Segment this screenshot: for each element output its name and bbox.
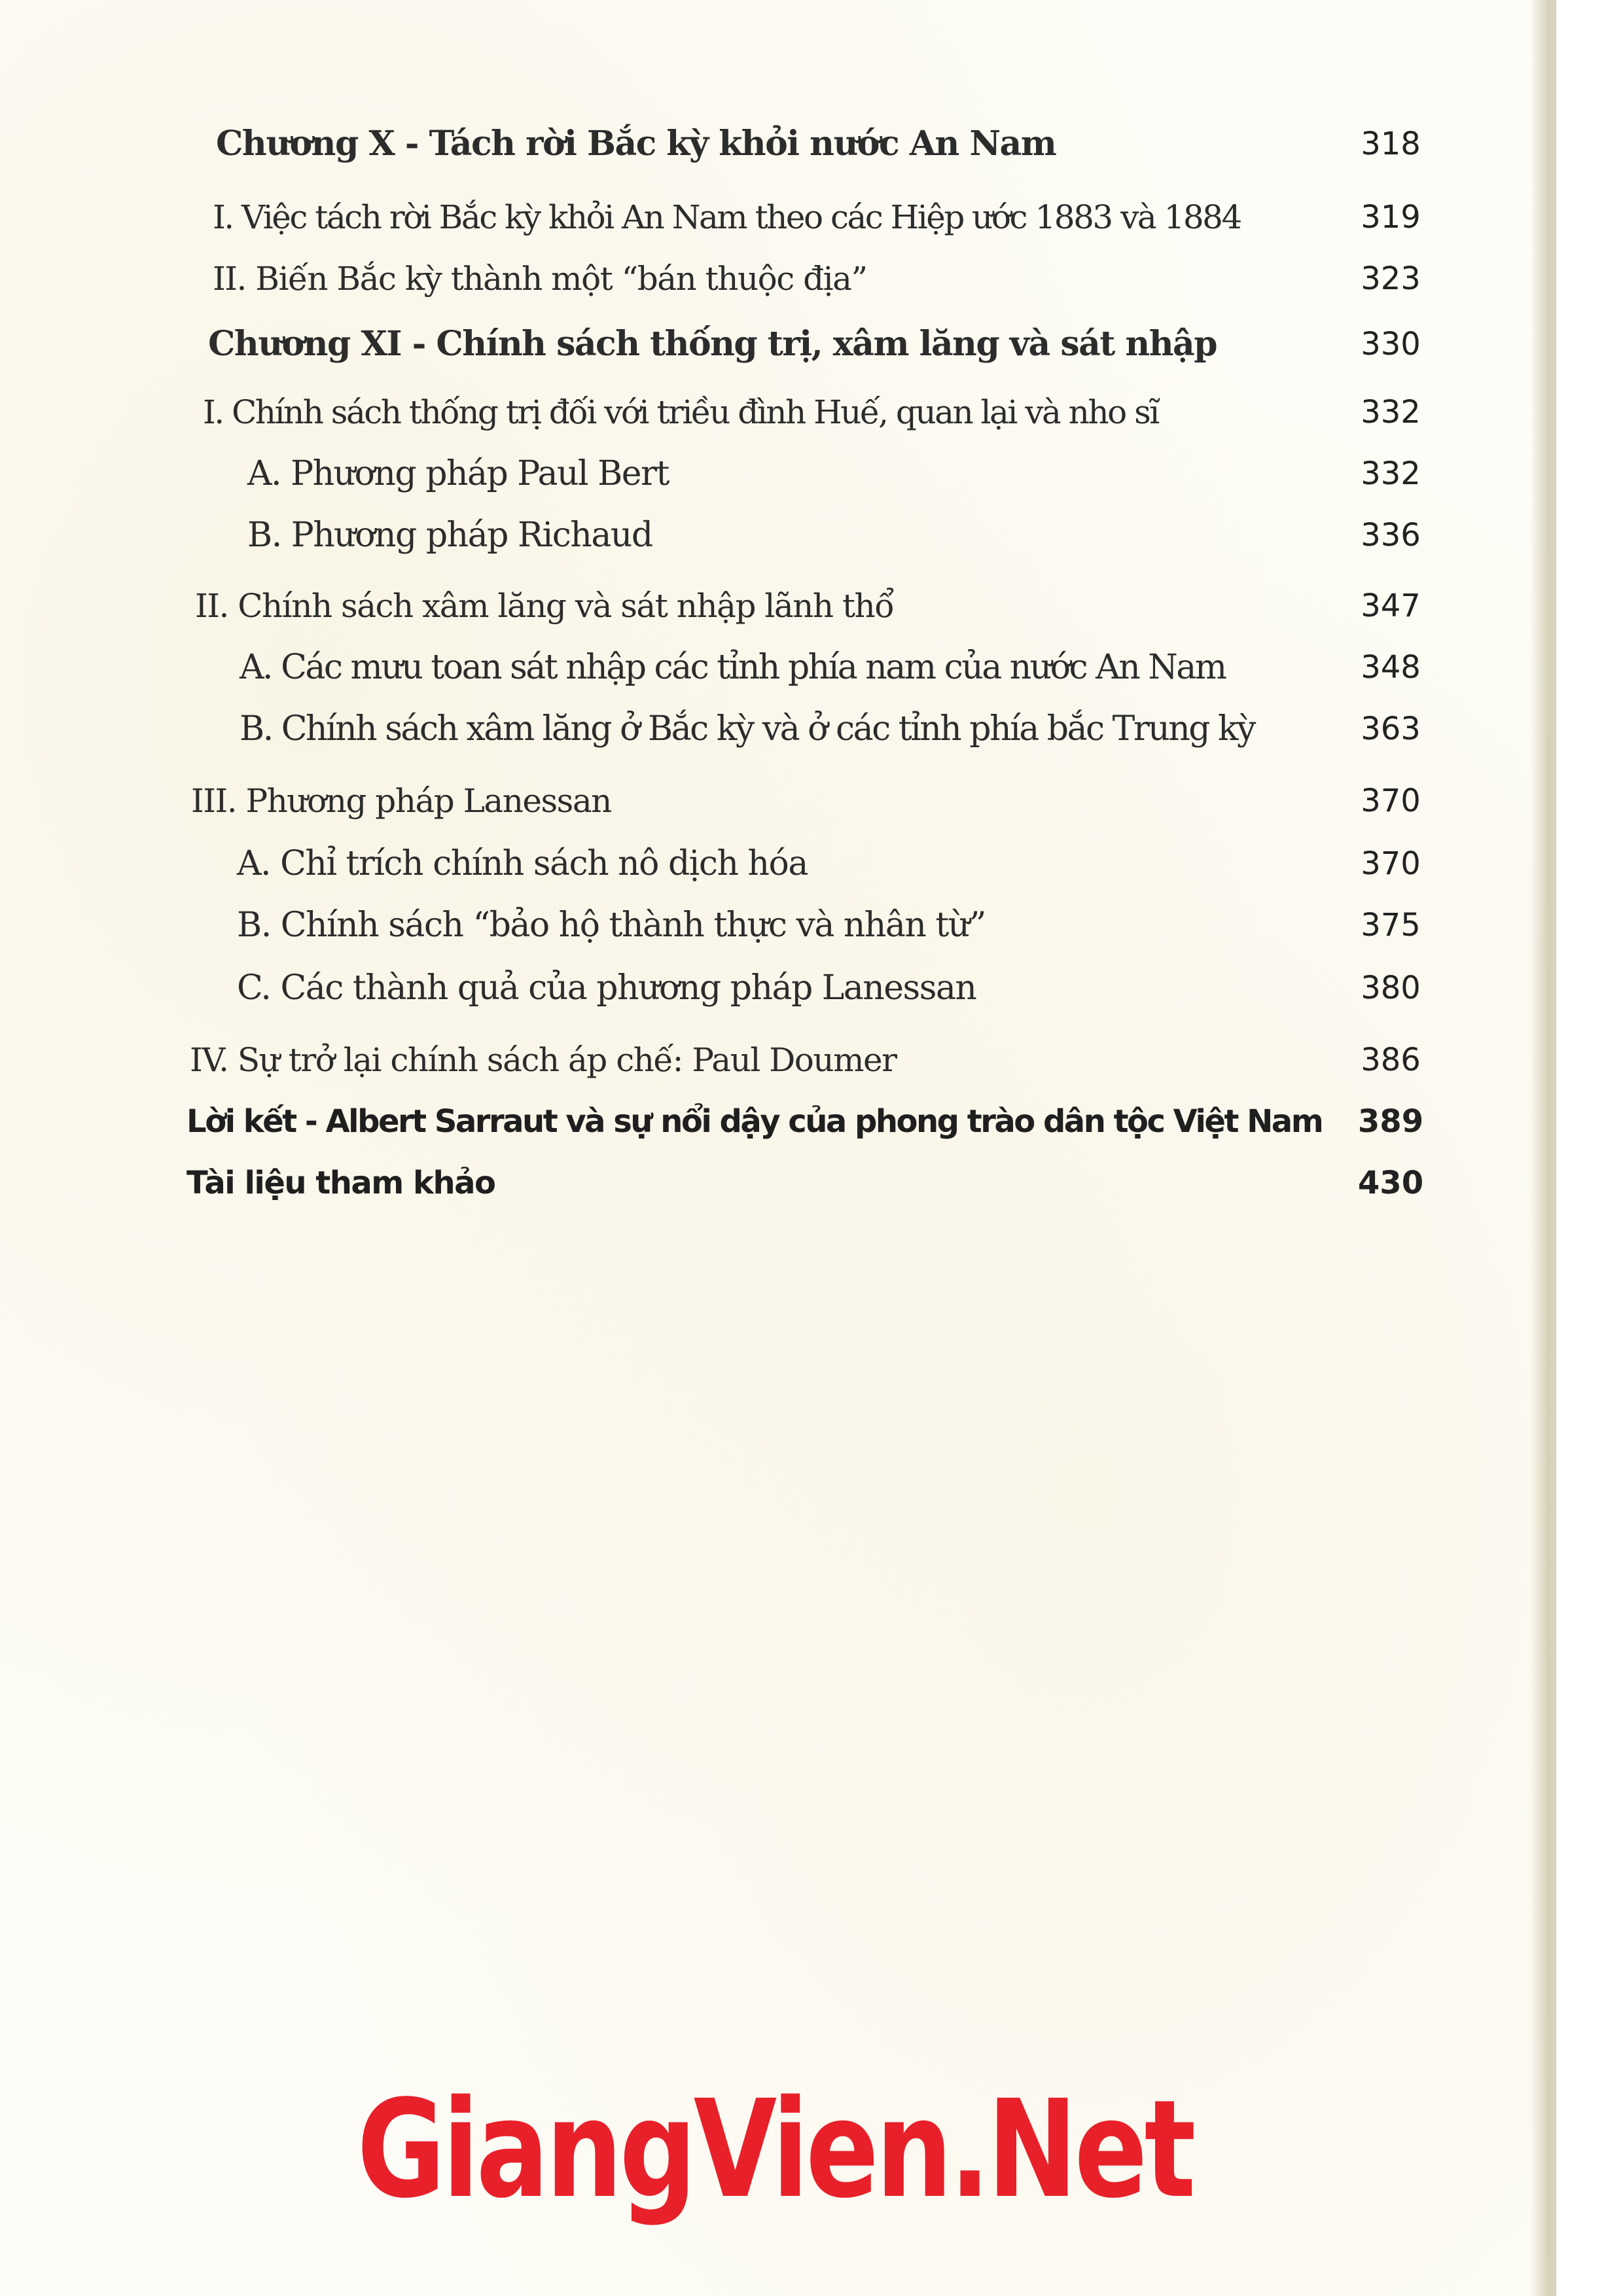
toc-entry-section xyxy=(0,386,1550,438)
toc-entry-references xyxy=(0,1157,1550,1209)
toc-entry-title: Lời kết - Albert Sarraut và sự nổi dậy của phong trào dân tộc Việt Nam xyxy=(187,1103,1323,1140)
toc-entry-title: Chương XI - Chính sách thống trị, xâm lăng và sát nhập xyxy=(208,324,1217,364)
toc-entry-epilogue xyxy=(0,1095,1550,1148)
toc-entry-page: 375 xyxy=(1361,907,1421,944)
toc-entry-section xyxy=(0,191,1550,243)
toc-entry-subsection xyxy=(0,899,1550,951)
toc-entry-title: C. Các thành quả của phương pháp Lanessan xyxy=(237,968,976,1008)
toc-entry-page: 332 xyxy=(1361,394,1421,431)
toc-entry-title: III. Phương pháp Lanessan xyxy=(191,782,611,820)
toc-entry-page: 319 xyxy=(1361,199,1421,236)
toc-entry-title: A. Phương pháp Paul Bert xyxy=(247,454,669,493)
toc-entry-title: A. Chỉ trích chính sách nô dịch hóa xyxy=(237,844,808,883)
toc-entry-subsection xyxy=(0,641,1550,694)
toc-entry-page: 336 xyxy=(1361,517,1421,554)
toc-entry-title: B. Phương pháp Richaud xyxy=(247,516,652,555)
toc-entry-subsection xyxy=(0,509,1550,561)
toc-entry-chapter-10 xyxy=(0,118,1550,170)
toc-entry-page: 370 xyxy=(1361,845,1421,882)
toc-entry-subsection xyxy=(0,838,1550,890)
toc-entry-page: 380 xyxy=(1361,970,1421,1006)
toc-entry-subsection xyxy=(0,703,1550,755)
toc-entry-title: II. Chính sách xâm lăng và sát nhập lãnh thổ xyxy=(195,587,894,625)
toc-entry-section xyxy=(0,580,1550,632)
toc-entry-page: 363 xyxy=(1361,711,1421,747)
watermark-logo: GiangVien.Net xyxy=(357,2071,1193,2228)
toc-entry-page: 323 xyxy=(1361,260,1421,297)
toc-entry-page: 330 xyxy=(1361,326,1421,362)
toc-entry-subsection xyxy=(0,448,1550,500)
toc-entry-title: Tài liệu tham khảo xyxy=(187,1165,495,1201)
toc-entry-title: B. Chính sách xâm lăng ở Bắc kỳ và ở các tỉnh phía bắc Trung kỳ xyxy=(240,709,1255,749)
toc-entry-title: I. Chính sách thống trị đối với triều đình Huế, quan lại và nho sĩ xyxy=(203,393,1158,431)
toc-entry-page: 370 xyxy=(1361,783,1421,819)
toc-entry-section xyxy=(0,1034,1550,1086)
toc-entry-title: I. Việc tách rời Bắc kỳ khỏi An Nam theo các Hiệp ước 1883 và 1884 xyxy=(213,198,1241,236)
toc-entry-page: 430 xyxy=(1357,1165,1424,1201)
toc-entry-title: II. Biến Bắc kỳ thành một “bán thuộc địa” xyxy=(213,260,867,298)
toc-entry-section xyxy=(0,253,1550,305)
book-edge xyxy=(1550,0,1556,2296)
toc-entry-page: 348 xyxy=(1361,649,1421,686)
toc-entry-page: 347 xyxy=(1361,588,1421,624)
toc-entry-title: Chương X - Tách rời Bắc kỳ khỏi nước An Nam xyxy=(216,124,1056,164)
toc-entry-page: 386 xyxy=(1361,1042,1421,1078)
toc-entry-chapter-11 xyxy=(0,318,1550,370)
toc-entry-title: A. Các mưu toan sát nhập các tỉnh phía nam của nước An Nam xyxy=(240,648,1226,687)
toc-entry-subsection xyxy=(0,962,1550,1014)
toc-entry-title: IV. Sự trở lại chính sách áp chế: Paul Doumer xyxy=(190,1041,897,1079)
toc-entry-page: 332 xyxy=(1361,455,1421,492)
toc-entry-title: B. Chính sách “bảo hộ thành thực và nhân từ” xyxy=(237,906,986,945)
toc-entry-page: 318 xyxy=(1361,126,1421,162)
toc-entry-page: 389 xyxy=(1357,1103,1424,1140)
toc-entry-section xyxy=(0,775,1550,827)
